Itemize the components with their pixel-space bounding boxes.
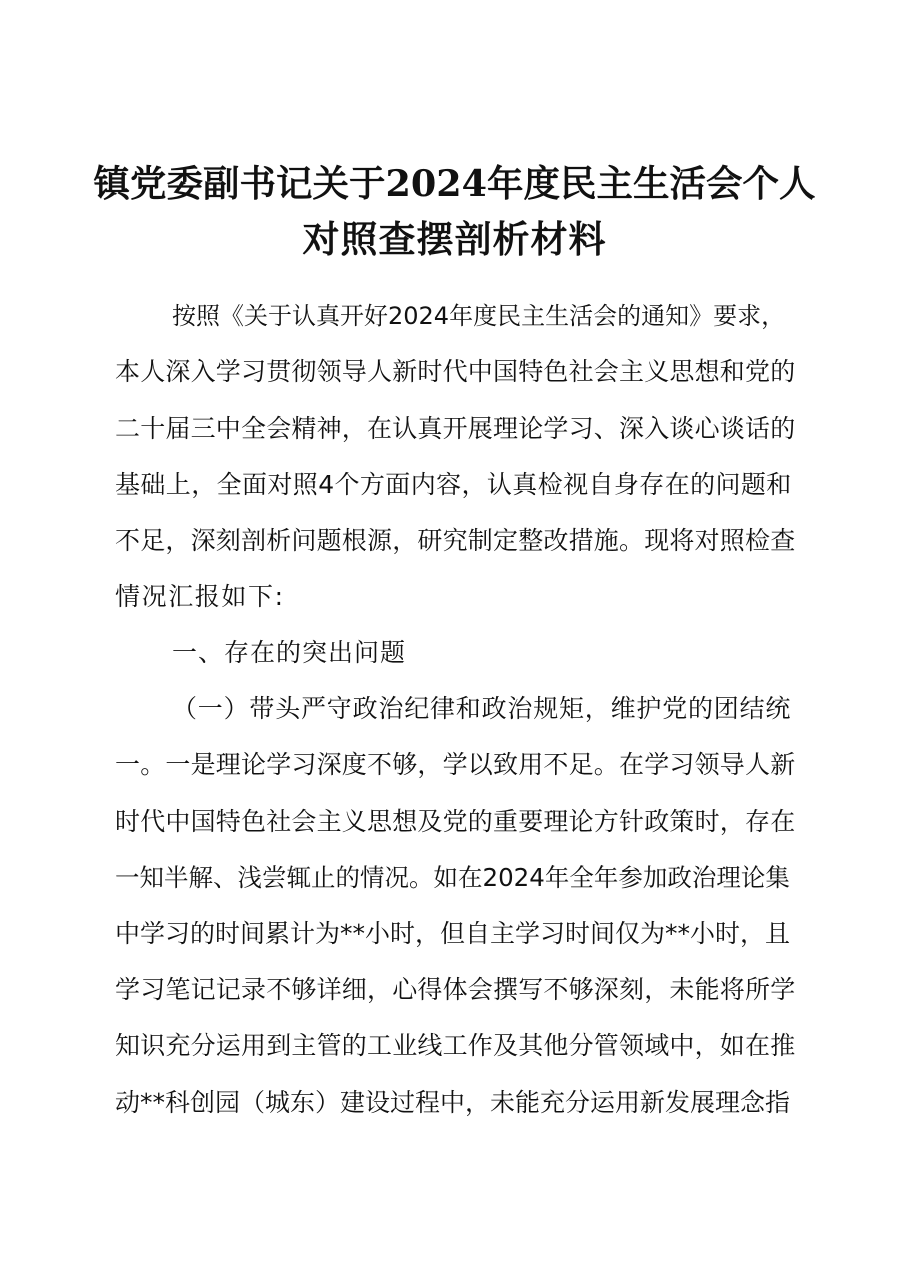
subsection-line-3: 时代中国特色社会主义思想及党的重要理论方针政策时，存在 [115,807,796,836]
subsection-line-4: 一知半解、浅尝辄止的情况。如在2024年全年参加政治理论集 [115,863,790,892]
intro-line-2: 本人深入学习贯彻领导人新时代中国特色社会主义思想和党的 [115,357,796,386]
subsection-line-8: 动**科创园（城东）建设过程中，未能充分运用新发展理念指 [115,1088,791,1117]
intro-line-4: 基础上，全面对照4个方面内容，认真检视自身存在的问题和 [115,470,792,499]
document-title-line-2: 对照查摆剖析材料 [302,217,607,261]
section-heading: 一、存在的突出问题 [172,638,407,667]
document-title-line-1: 镇党委副书记关于2024年度民主生活会个人 [93,162,816,205]
subsection-line-7: 知识充分运用到主管的工业线工作及其他分管领域中，如在推 [115,1031,796,1060]
intro-line-1: 按照《关于认真开好2024年度民主生活会的通知》要求， [172,302,786,330]
intro-line-5: 不足，深刻剖析问题根源，研究制定整改措施。现将对照检查 [115,526,796,555]
subsection-line-6: 学习笔记记录不够详细，心得体会撰写不够深刻，未能将所学 [115,975,796,1004]
intro-line-6: 情况汇报如下: [115,582,285,611]
intro-line-3: 二十届三中全会精神，在认真开展理论学习、深入谈心谈话的 [115,414,796,443]
subsection-line-5: 中学习的时间累计为**小时，但自主学习时间仅为**小时，且 [115,919,791,948]
subsection-line-1: （一）带头严守政治纪律和政治规矩，维护党的团结统 [172,694,792,723]
subsection-line-2: 一。一是理论学习深度不够，学以致用不足。在学习领导人新 [115,750,796,779]
